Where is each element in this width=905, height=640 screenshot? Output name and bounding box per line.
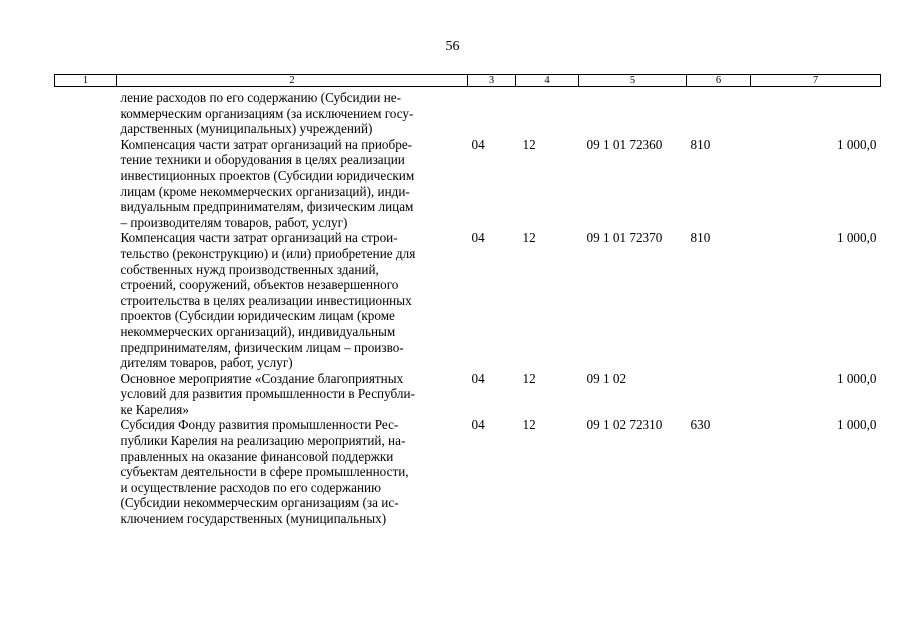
page-number: 56: [445, 39, 460, 54]
row-subsection: 12: [522, 417, 536, 433]
row-amount: 1 000,0: [836, 230, 877, 246]
header-col-7: 7: [751, 75, 881, 87]
row-col-1: [55, 230, 117, 370]
row-name: Субсидия Фонду развития промышленности Рес- публики Карелия на реализацию мероприятий, на- правленных на оказание финансовой поддержки субъектам деятельности в сфере промышленности, и осуществление расходов по его содержанию (Субсидии некоммерческим организациям (за ис- ключением государственных (муниципальных): [120, 417, 409, 527]
row-col-1: [55, 87, 117, 137]
row-expense-type: 630: [690, 417, 711, 433]
row-target: 09 1 02: [586, 370, 627, 386]
table-row: [55, 87, 881, 137]
row-expense-type: [687, 87, 751, 137]
table-header: [55, 75, 881, 87]
row-subsection: [516, 87, 579, 137]
row-col-1: [55, 417, 117, 526]
table-row: [55, 417, 881, 526]
row-col-1: [55, 371, 117, 418]
row-subsection: 12: [522, 370, 536, 386]
row-target: 09 1 01 72370: [586, 230, 663, 246]
header-col-6: 6: [687, 75, 751, 87]
row-name: Основное мероприятие «Создание благоприятных условий для развития промышленности в Республи- ке Карелия»: [120, 370, 415, 417]
table-row: [55, 230, 881, 370]
row-name: ление расходов по его содержанию (Субсидии не- коммерческим организациям (за исключением госу- дарственных (муниципальных) учреждений): [120, 90, 414, 137]
row-subsection: 12: [522, 136, 536, 152]
table-body: [55, 87, 881, 527]
row-name: Компенсация части затрат организаций на приобре- тение техники и оборудования в целях реализации инвестиционных проектов (Субсидии юридическим лицам (кроме некоммерческих организаций), инди- видуальным предпринимателям, физическим лицам – производителям товаров, работ, услуг): [120, 136, 415, 230]
header-col-2: 2: [117, 75, 468, 87]
row-expense-type: 810: [690, 136, 711, 152]
row-amount: [751, 87, 881, 137]
row-name: Компенсация части затрат организаций на строи- тельство (реконструкцию) и (или) приобретение для собственных нужд производственных зданий, строений, сооружений, объектов незавершенного строительства в целях реализации инвестиционных проектов (Субсидии юридическим лицам (кроме некоммерческих организаций), индивидуальным предпринимателям, физическим лицам – произво- дителям товаров, работ, услуг): [120, 230, 416, 371]
header-col-5: 5: [579, 75, 687, 87]
row-subsection: 12: [522, 230, 536, 246]
header-col-4: 4: [516, 75, 579, 87]
row-amount: 1 000,0: [836, 136, 877, 152]
row-target: 09 1 02 72310: [586, 417, 663, 433]
row-amount: 1 000,0: [836, 417, 877, 433]
row-target: [579, 87, 687, 137]
row-expense-type: 810: [690, 230, 711, 246]
row-expense-type: [687, 371, 751, 418]
table-row: [55, 371, 881, 418]
row-amount: 1 000,0: [836, 370, 877, 386]
header-col-1: 1: [55, 75, 117, 87]
row-section: [468, 87, 516, 137]
header-row: [55, 75, 881, 87]
row-section: 04: [471, 417, 485, 433]
header-col-3: 3: [468, 75, 516, 87]
row-section: 04: [471, 136, 485, 152]
row-col-1: [55, 137, 117, 231]
row-section: 04: [471, 230, 485, 246]
budget-table: [54, 74, 881, 527]
row-target: 09 1 01 72360: [586, 136, 663, 152]
table-row: [55, 137, 881, 231]
row-section: 04: [471, 370, 485, 386]
